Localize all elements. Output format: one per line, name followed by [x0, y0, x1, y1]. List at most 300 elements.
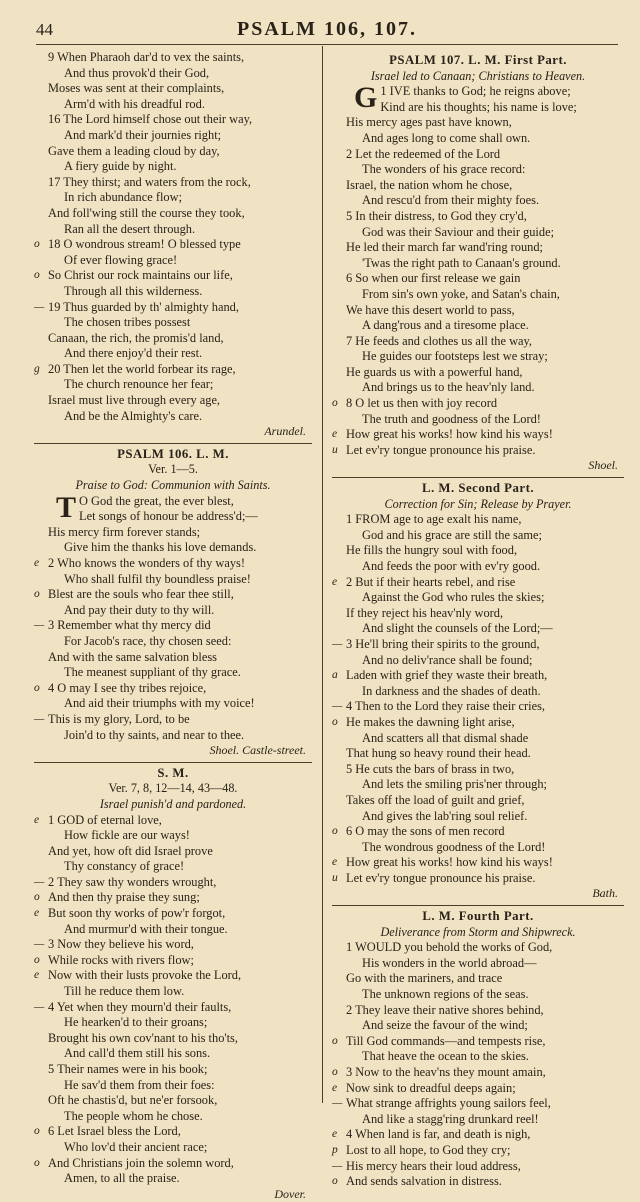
verse-line	[34, 315, 312, 331]
hymn-stanza	[34, 813, 312, 875]
hymn-stanza	[34, 1000, 312, 1062]
verse-text: Brought his own cov'nant to his tho'ts,	[48, 1030, 238, 1045]
verse-text: And scatters all that dismal shade	[362, 730, 529, 745]
psalm-subject: Correction for Sin; Release by Prayer.	[384, 496, 572, 511]
part-heading: L. M. Fourth Part.	[422, 909, 534, 924]
verse-text: Let songs of honour be address'd;—	[79, 509, 258, 524]
verse-text: And slight the counsels of the Lord;—	[362, 621, 553, 636]
verse-text: 4 Yet when they mourn'd their faults,	[48, 999, 232, 1014]
verse-text: And mark'd their journies right;	[64, 127, 222, 142]
hymn-stanza	[34, 875, 312, 891]
verse-line	[34, 696, 312, 712]
verse-line	[34, 1140, 312, 1156]
verse-text: 4 When land is far, and death is nigh,	[346, 1127, 531, 1142]
hymn-stanza	[332, 575, 624, 637]
verse-text: A dang'rous and a tiresome place.	[362, 318, 529, 333]
verse-line	[34, 175, 312, 191]
section-rule	[332, 905, 624, 906]
hymn-stanza	[34, 1062, 312, 1124]
verse-text: 2 They saw thy wonders wrought,	[48, 874, 217, 889]
dynamic-mark: o	[34, 891, 40, 904]
verse-text: Kind are his thoughts; his name is love;	[380, 99, 577, 114]
verse-text: Arm'd with his dreadful rod.	[64, 96, 205, 111]
psalm-subject: Deliverance from Storm and Shipwreck.	[380, 924, 576, 939]
verse-line	[332, 956, 624, 972]
dynamic-mark: e	[332, 428, 338, 441]
verse-text: The truth and goodness of the Lord!	[362, 411, 541, 426]
verse-line	[332, 209, 624, 225]
verse-line	[332, 840, 624, 856]
verse-line	[332, 637, 624, 653]
dynamic-mark: —	[34, 300, 45, 313]
hymn-stanza	[34, 937, 312, 953]
verse-line	[332, 193, 624, 209]
verse-text: And with the same salvation bless	[48, 649, 217, 664]
verse-text: Israel must live through every age,	[48, 393, 221, 408]
hymn-stanza	[332, 443, 624, 459]
verse-text: And like a stagg'ring drunkard reel!	[362, 1111, 539, 1126]
verse-line	[332, 793, 624, 809]
verse-text: Go with the mariners, and trace	[346, 971, 503, 986]
verse-text: Now sink to dreadful deeps again;	[346, 1080, 516, 1095]
verse-line	[34, 525, 312, 541]
verse-line	[34, 128, 312, 144]
verse-text: A fiery guide by night.	[64, 159, 177, 174]
hymn-stanza	[34, 906, 312, 937]
verse-text: And thus provok'd their God,	[64, 65, 210, 80]
verse-line	[34, 890, 312, 906]
dynamic-mark: e	[332, 1081, 338, 1094]
verse-text: What strange affrights young sailors feel,	[346, 1096, 551, 1111]
hymn-stanza	[332, 940, 624, 1002]
verse-line	[332, 1127, 624, 1143]
hymn-stanza	[34, 50, 312, 112]
verse-line	[34, 572, 312, 588]
verse-line	[34, 237, 312, 253]
verse-line	[34, 409, 312, 425]
column-divider	[322, 46, 323, 1103]
hymn-stanza	[34, 712, 312, 743]
dynamic-mark: o	[332, 1066, 338, 1078]
verse-text: For Jacob's race, thy chosen seed:	[64, 633, 232, 648]
dynamic-mark: —	[34, 875, 45, 888]
verse-text: He fills the hungry soul with food,	[346, 543, 518, 558]
hymn-stanza	[34, 618, 312, 680]
psalm-heading: PSALM 107. L. M. First Part.	[389, 53, 567, 67]
verse-line	[34, 556, 312, 572]
verse-line	[34, 1046, 312, 1062]
dynamic-mark: o	[34, 1125, 40, 1138]
verse-text: Till God commands—and tempests rise,	[346, 1033, 546, 1048]
verse-line	[332, 653, 624, 669]
hymn-stanza	[34, 890, 312, 906]
psalm-heading: PSALM 106. L. M.	[117, 446, 229, 461]
verse-line	[34, 222, 312, 238]
verse-line	[34, 587, 312, 603]
dynamic-mark: o	[332, 715, 338, 728]
verse-text: God was their Saviour and their guide;	[362, 224, 555, 239]
verse-text: And then thy praise they sung;	[48, 890, 200, 905]
tune-name: Shoel.	[588, 458, 618, 473]
verse-text: In darkness and the shades of death.	[362, 683, 541, 698]
hymn-stanza	[332, 1034, 624, 1065]
verse-text: Till he reduce them low.	[64, 984, 185, 999]
verse-text: 2 Let the redeemed of the Lord	[346, 146, 501, 161]
hymn-stanza	[332, 1159, 624, 1175]
verse-line	[332, 334, 624, 350]
hymn-stanza	[332, 427, 624, 443]
verse-text: 5 He cuts the bars of brass in two,	[346, 761, 515, 776]
dynamic-mark: —	[332, 700, 343, 713]
verse-line	[34, 875, 312, 891]
hymn-stanza	[332, 396, 624, 427]
verse-line	[332, 303, 624, 319]
verse-text: 6 So when our first release we gain	[346, 271, 521, 286]
verse-line	[34, 618, 312, 634]
hymn-stanza	[332, 699, 624, 715]
verse-text: The people whom he chose.	[64, 1108, 203, 1123]
verse-line	[332, 318, 624, 334]
verse-line	[332, 380, 624, 396]
verse-text: Thy constancy of grace!	[64, 859, 185, 874]
verse-line	[34, 1062, 312, 1078]
dynamic-mark: —	[34, 1000, 45, 1013]
verse-line	[332, 225, 624, 241]
hymn-stanza	[34, 362, 312, 424]
verse-text: He guides our footsteps lest we stray;	[362, 349, 548, 364]
right-column	[332, 50, 624, 1190]
drop-cap: T	[56, 490, 77, 524]
dynamic-mark: p	[332, 1143, 338, 1156]
verse-text: And there enjoy'd their rest.	[64, 346, 203, 361]
verse-line	[34, 1156, 312, 1172]
dynamic-mark: —	[34, 938, 45, 951]
verse-line	[34, 681, 312, 697]
verse-text: 'Twas the right path to Canaan's ground.	[362, 255, 561, 270]
dynamic-mark: e	[332, 1128, 338, 1141]
verse-line	[332, 1096, 624, 1112]
verse-line	[332, 855, 624, 871]
dynamic-mark: e	[332, 575, 338, 588]
verse-text: 1 WOULD you behold the works of God,	[346, 940, 553, 955]
verse-line	[332, 178, 624, 194]
verse-line	[34, 1109, 312, 1125]
verse-line	[34, 813, 312, 829]
hymn-stanza	[332, 668, 624, 699]
verse-text: The wondrous goodness of the Lord!	[362, 839, 546, 854]
verse-text: 6 O may the sons of men record	[346, 824, 505, 839]
verse-text: God and his grace are still the same;	[362, 527, 542, 542]
verse-line	[332, 240, 624, 256]
dynamic-mark: o	[332, 1175, 338, 1188]
verse-line	[34, 1171, 312, 1187]
verse-text: How fickle are our ways!	[64, 828, 190, 843]
hymn-stanza	[332, 271, 624, 333]
verse-text: And lets the smiling pris'ner through;	[362, 777, 547, 792]
verse-text: 2 They leave their native shores behind,	[346, 1002, 544, 1017]
verse-text: Israel, the nation whom he chose,	[346, 177, 513, 192]
psalm-subject: Israel punish'd and pardoned.	[99, 796, 247, 811]
dynamic-mark: u	[332, 871, 338, 884]
verse-text: Against the God who rules the skies;	[362, 590, 545, 605]
verse-line	[332, 987, 624, 1003]
verse-line	[332, 1159, 624, 1175]
verse-line	[332, 871, 624, 887]
hymn-stanza	[34, 300, 312, 362]
verse-text: He hearken'd to their groans;	[64, 1015, 208, 1030]
hymn-stanza	[332, 824, 624, 855]
dynamic-mark: o	[34, 269, 40, 282]
verse-text: 7 He feeds and clothes us all the way,	[346, 333, 533, 348]
verse-text: 3 He'll bring their spirits to the ground,	[346, 636, 540, 651]
verse-line	[34, 1124, 312, 1140]
verse-line	[34, 284, 312, 300]
verse-line	[34, 634, 312, 650]
verse-text: Takes off the load of guilt and grief,	[346, 792, 525, 807]
verse-text: And murmur'd with their tongue.	[64, 921, 228, 936]
verse-line	[332, 287, 624, 303]
verse-line	[332, 412, 624, 428]
verse-text: And be the Almighty's care.	[64, 408, 203, 423]
verse-line	[332, 427, 624, 443]
verse-text: We have this desert world to pass,	[346, 302, 515, 317]
hymn-stanza	[34, 490, 312, 556]
dynamic-mark: —	[332, 1097, 343, 1110]
verse-line	[34, 968, 312, 984]
verse-line	[34, 937, 312, 953]
verse-text: Laden with grief they waste their breath,	[346, 668, 548, 683]
verse-text: So Christ our rock maintains our life,	[48, 268, 233, 283]
verse-line	[332, 100, 624, 116]
verse-text: 8 O let us then with joy record	[346, 396, 498, 411]
hymn-stanza	[34, 1124, 312, 1155]
hymn-stanza	[332, 1003, 624, 1034]
verse-line	[332, 349, 624, 365]
hymn-stanza	[332, 1174, 624, 1190]
dynamic-mark: u	[332, 443, 338, 456]
verse-text: The meanest suppliant of thy grace.	[64, 665, 241, 680]
verse-line	[34, 906, 312, 922]
verse-line	[332, 271, 624, 287]
verse-text: The church renounce her fear;	[64, 377, 214, 392]
verse-text: His mercy hears their loud address,	[346, 1158, 521, 1173]
verse-text: The unknown regions of the seas.	[362, 987, 529, 1002]
verse-line	[332, 971, 624, 987]
verse-line	[34, 66, 312, 82]
verse-text: 19 Thus guarded by th' almighty hand,	[48, 299, 239, 314]
hymn-stanza	[332, 81, 624, 146]
page-number: 44	[36, 20, 53, 39]
verse-line	[332, 512, 624, 528]
verse-text: He led their march far wand'ring round;	[346, 240, 543, 255]
verse-line	[34, 144, 312, 160]
verse-text: 3 Now they believe his word,	[48, 937, 194, 952]
verse-text: 2 Who knows the wonders of thy ways!	[48, 556, 245, 570]
verse-text: How great his works! how kind his ways!	[346, 855, 553, 870]
hymn-stanza	[332, 1096, 624, 1127]
tune-name: Shoel. Castle-street.	[209, 743, 306, 758]
verse-line	[332, 1018, 624, 1034]
psalm-subject: Praise to God: Communion with Saints.	[75, 478, 271, 493]
dynamic-mark: g	[34, 362, 40, 375]
verse-text: In rich abundance flow;	[64, 190, 183, 205]
hymn-stanza	[34, 681, 312, 712]
dynamic-mark: —	[332, 1159, 343, 1172]
verse-line	[34, 922, 312, 938]
hymn-stanza	[332, 147, 624, 209]
verse-line	[332, 1081, 624, 1097]
dynamic-mark: e	[34, 907, 40, 920]
hymn-stanza	[332, 1143, 624, 1159]
verse-text: He makes the dawning light arise,	[346, 714, 515, 729]
dynamic-mark: o	[332, 1034, 338, 1047]
verse-line	[332, 824, 624, 840]
verse-line	[34, 859, 312, 875]
verse-line	[332, 256, 624, 272]
verse-line	[34, 190, 312, 206]
verse-line	[332, 940, 624, 956]
hymn-stanza	[332, 1065, 624, 1081]
tune-name: Bath.	[592, 886, 618, 901]
verse-line	[34, 97, 312, 113]
verse-text: That heave the ocean to the skies.	[362, 1049, 529, 1064]
verse-line	[332, 396, 624, 412]
verse-line	[34, 206, 312, 222]
verse-text: If they reject his heav'nly word,	[346, 605, 504, 620]
verse-line	[34, 1093, 312, 1109]
verse-text: 1 GOD of eternal love,	[48, 812, 162, 827]
verse-range: Ver. 7, 8, 12—14, 43—48.	[108, 781, 238, 796]
verse-range: Ver. 1—5.	[148, 462, 198, 477]
verse-line	[34, 159, 312, 175]
hymn-stanza	[332, 637, 624, 668]
hymn-stanza	[34, 968, 312, 999]
dynamic-mark: e	[332, 856, 338, 869]
verse-text: Through all this wilderness.	[64, 283, 203, 298]
dynamic-mark: e	[34, 813, 40, 826]
verse-line	[34, 1015, 312, 1031]
dynamic-mark: —	[332, 637, 343, 650]
verse-line	[34, 1031, 312, 1047]
tune-name: Arundel.	[264, 424, 306, 439]
hymn-stanza	[332, 715, 624, 762]
verse-text: 1 FROM age to age exalt his name,	[346, 512, 522, 527]
verse-line	[332, 1034, 624, 1050]
hymn-stanza	[34, 953, 312, 969]
left-column	[34, 50, 312, 1202]
verse-text: And seize the favour of the wind;	[362, 1018, 528, 1033]
verse-line	[332, 762, 624, 778]
verse-line	[332, 668, 624, 684]
verse-text: 17 They thirst; and waters from the rock,	[48, 174, 251, 189]
verse-line	[34, 844, 312, 860]
verse-text: But soon thy works of pow'r forgot,	[48, 906, 226, 921]
dynamic-mark: o	[34, 1156, 40, 1169]
verse-text: O God the great, the ever blest,	[79, 493, 234, 508]
verse-line	[34, 650, 312, 666]
verse-line	[332, 1003, 624, 1019]
verse-text: And brings us to the heav'nly land.	[362, 380, 535, 395]
verse-line	[332, 590, 624, 606]
verse-text: 6 Let Israel bless the Lord,	[48, 1124, 181, 1139]
dynamic-mark: e	[34, 969, 40, 982]
verse-text: 2 But if their hearts rebel, and rise	[346, 574, 516, 589]
dynamic-mark: o	[34, 238, 40, 251]
verse-text: And feeds the poor with ev'ry good.	[362, 559, 541, 573]
verse-text: And sends salvation in distress.	[346, 1174, 502, 1189]
part-heading: L. M. Second Part.	[421, 481, 535, 496]
verse-line	[332, 1065, 624, 1081]
verse-line	[34, 540, 312, 556]
verse-text: Ran all the desert through.	[64, 221, 196, 236]
hymn-stanza	[34, 175, 312, 237]
hymn-stanza	[332, 209, 624, 271]
dynamic-mark: o	[332, 825, 338, 838]
hymn-stanza	[34, 556, 312, 587]
verse-text: And foll'wing still the course they took,	[48, 205, 245, 220]
verse-text: From sin's own yoke, and Satan's chain,	[362, 286, 560, 301]
verse-text: While rocks with rivers flow;	[48, 952, 194, 967]
verse-line	[332, 115, 624, 131]
verse-line	[34, 331, 312, 347]
verse-text: Blest are the souls who fear thee still,	[48, 587, 234, 602]
verse-text: 4 Then to the Lord they raise their cries,	[346, 699, 545, 714]
tune-name: Dover.	[274, 1186, 306, 1201]
verse-text: And no deliv'rance shall be found;	[362, 652, 533, 667]
hymn-stanza	[34, 587, 312, 618]
verse-line	[34, 253, 312, 269]
verse-line	[332, 147, 624, 163]
verse-text: And aid their triumphs with my voice!	[64, 696, 255, 711]
dynamic-mark: e	[34, 557, 40, 569]
verse-text: Now with their lusts provoke the Lord,	[48, 968, 242, 983]
verse-line	[332, 559, 624, 575]
section-rule	[34, 762, 312, 763]
verse-line	[34, 300, 312, 316]
verse-line	[332, 543, 624, 559]
verse-text: He guards us with a powerful hand,	[346, 364, 523, 379]
verse-line	[34, 50, 312, 66]
verse-line	[34, 509, 312, 525]
dynamic-mark: —	[34, 712, 45, 725]
verse-line	[34, 377, 312, 393]
verse-text: 16 The Lord himself chose out their way,	[48, 112, 253, 127]
dynamic-mark: a	[332, 669, 338, 682]
verse-line	[34, 1078, 312, 1094]
verse-text: Join'd to thy saints, and near to thee.	[64, 727, 245, 742]
verse-line	[332, 1049, 624, 1065]
verse-line	[34, 665, 312, 681]
dynamic-mark: o	[34, 588, 40, 601]
hymn-stanza	[34, 268, 312, 299]
verse-text: Who shall fulfil thy boundless praise!	[64, 571, 251, 586]
psalm-subject: Israel led to Canaan; Christians to Heaven.	[370, 68, 586, 83]
verse-text: Lost to all hope, to God they cry;	[346, 1142, 511, 1157]
verse-line	[332, 606, 624, 622]
hymn-stanza	[332, 1127, 624, 1143]
verse-text: Oft he chastis'd, but ne'er forsook,	[48, 1093, 218, 1108]
verse-line	[332, 1112, 624, 1128]
verse-text: Let ev'ry tongue pronounce his praise.	[346, 442, 536, 457]
verse-line	[332, 575, 624, 591]
verse-line	[332, 621, 624, 637]
verse-text: Canaan, the rich, the promis'd land,	[48, 330, 224, 345]
verse-text: 9 When Pharaoh dar'd to vex the saints,	[48, 50, 245, 64]
verse-line	[34, 112, 312, 128]
meter-heading: S. M.	[157, 765, 189, 780]
verse-line	[332, 699, 624, 715]
verse-text: 5 Their names were in his book;	[48, 1062, 208, 1076]
